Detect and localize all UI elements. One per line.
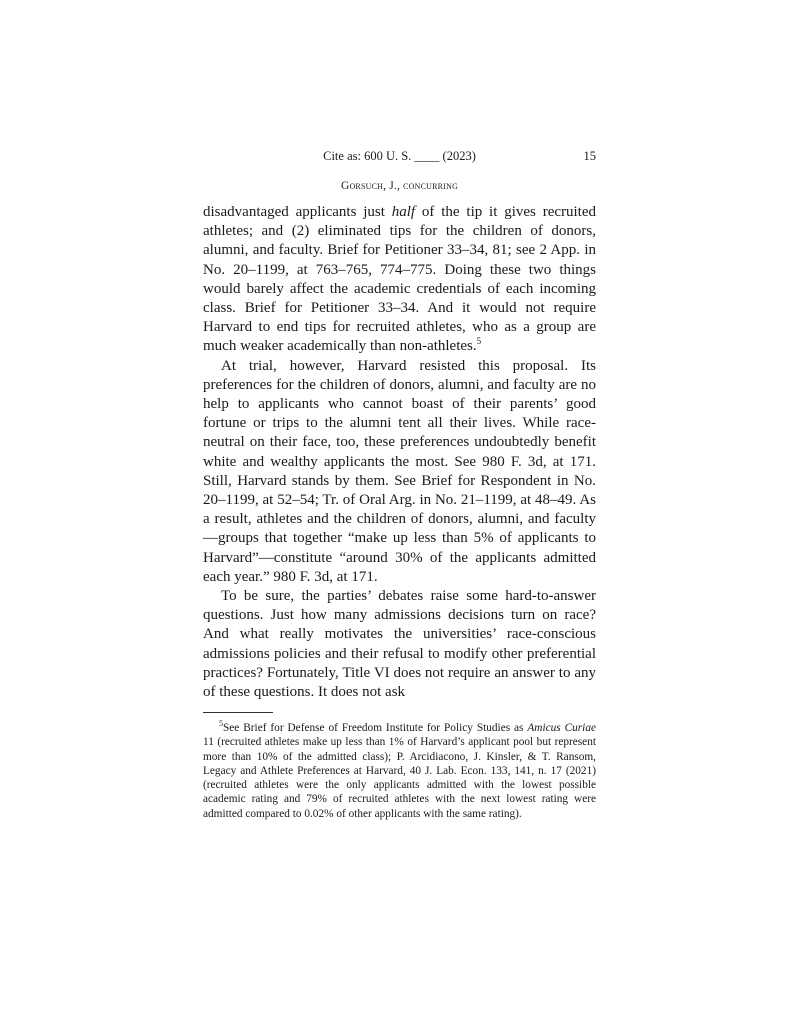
opinion-author-line: Gorsuch, J., concurring (340, 180, 459, 192)
paragraph-1 (203, 203, 596, 357)
footnote-mark: 5 (219, 719, 223, 729)
footnote-reference[interactable]: 5 (476, 336, 482, 347)
running-header (203, 149, 596, 169)
footnote-divider (203, 712, 273, 713)
paragraph-1-text-a: disadvantaged applicants just (203, 204, 392, 220)
paragraph-2: At trial, however, Harvard resisted this proposal. Its preferences for the children of donors, alumni, and faculty are no help to applicants who cannot boast of their parents’ good fortune or trips to the alumni tent all their lives. While race-neutral on their face, too, these preferences undoubtedly benefit white and wealthy applicants the most. See 980 F. 3d, at 171. Still, Harvard stands by them. See Brief for Respondent in No. 20–1199, at 52–54; Tr. of Oral Arg. in No. 21–1199, at 48–49. As a result, athletes and the children of donors, alumni, and faculty—groups that together “make up less than 5% of applicants to Harvard”—constitute “around 30% of the applicants admitted each year.” 980 F. 3d, at 171. (203, 357, 596, 585)
citation-line: Cite as: 600 U. S. ____ (2023) (323, 149, 476, 163)
page-number: 15 (583, 149, 596, 163)
paragraph-1-emphasis: half (391, 204, 416, 220)
footnote-emphasis: Amicus Curiae (527, 722, 596, 734)
footnote (203, 721, 596, 821)
paragraph-1-text-b: of the tip it gives recruited athletes; and (2) eliminated tips for the children of donors, alumni, and faculty. Brief for Petitioner 33–34, 81; see 2 App. in No. 20–1199, at 763–765, 774–775. Doing these two things would barely affect the academic credentials of each incoming class. Brief for Petitioner 33–34. And it would not require Harvard to end tips for recruited athletes, who as a group are much weaker academically than non-athletes. (203, 204, 596, 355)
footnote-text-b: 11 (recruited athletes make up less than 1% of Harvard’s applicant pool but represent more than 10% of the admitted class); P. Arcidiacono, J. Kinsler, & T. Ransom, Legacy and Athlete Preferences at Harvard, 40 J. Lab. Econ. 133, 141, n. 17 (2021) (recruited athletes were the only applicants admitted with the lowest possible academic rating and 79% of recruited athletes with the next lowest rating were admitted compared to 0.02% of other applicants with the same rating). (203, 736, 596, 820)
footnote-5 (203, 721, 596, 821)
paragraph-3: To be sure, the parties’ debates raise some hard-to-answer questions. Just how many admissions decisions turn on race? And what really motivates the universities’ race-conscious admissions policies and their refusal to modify other preferential practices? Fortunately, Title VI does not require an answer to any of these questions. It does not ask (203, 588, 596, 701)
opinion-body (203, 203, 596, 702)
footnote-text-a: See Brief for Defense of Freedom Institute for Policy Studies as (223, 722, 528, 734)
